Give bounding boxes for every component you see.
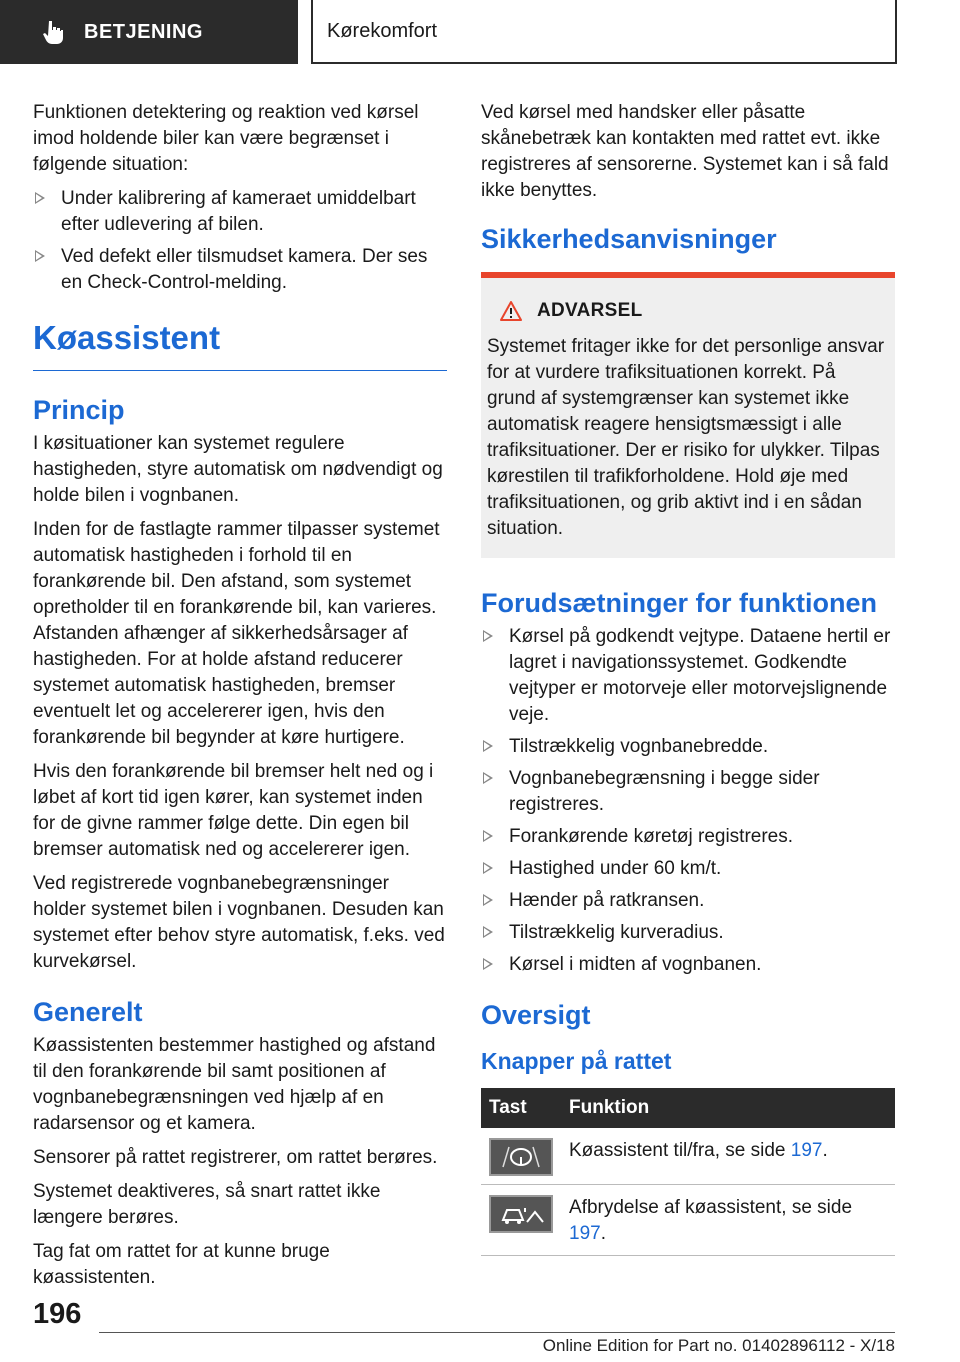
page-header [0,0,960,66]
table-row [481,1185,895,1256]
list-item: Ved defekt eller tilsmudset kamera. Der ses en Check-Control-melding. [33,244,447,296]
triangle-bullet-icon [483,862,493,874]
list-item: Tilstrækkelig kurveradius. [481,920,895,946]
column-header-function: Funktion [561,1088,895,1128]
warning-label: ADVARSEL [537,300,643,321]
overview-heading: Oversigt [481,1000,591,1030]
princip-heading: Princip [33,395,125,425]
page-number: 196 [33,1298,82,1330]
generelt-heading: Generelt [33,997,143,1027]
list-item: Forankørende køretøj registreres. [481,824,895,850]
function-cell: Køassistent til/fra, se side 197. [561,1128,895,1185]
column-header-key: Tast [481,1088,561,1128]
chapter-title: Kørekomfort [327,19,438,42]
warning-header [481,278,895,328]
list-item: Kørsel i midten af vognbanen. [481,952,895,978]
safety-heading: Sikkerhedsanvisninger [481,224,777,254]
right-column [481,100,895,1256]
hand-pointer-icon [40,19,66,45]
gloves-paragraph: Ved kørsel med handsker eller påsatte skånebetræk kan kontakten med rattet evt. ikke registreres af sensorerne. Systemet kan i så fald ikke benyttes. [481,102,889,201]
triangle-bullet-icon [483,830,493,842]
edition-text: Online Edition for Part no. 01402896112 - X/18 [542,1336,895,1355]
list-item: Hastighed under 60 km/t. [481,856,895,882]
triangle-bullet-icon [35,250,45,262]
intro-bullet-list [33,186,447,296]
steering-assist-interrupt-icon [489,1195,553,1233]
paragraph: Tag fat om rattet for at kunne bruge køassistenten. [33,1241,330,1288]
triangle-bullet-icon [483,630,493,642]
warning-triangle-icon [499,300,523,322]
table-header-row [481,1088,895,1128]
list-item: Under kalibrering af kameraet umiddelbart efter udlevering af bilen. [33,186,447,238]
list-item: Tilstrækkelig vognbanebredde. [481,734,895,760]
paragraph: I køsituationer kan systemet regulere hastigheden, styre automatisk om nødvendigt og holde bilen i vognbanen. [33,433,443,506]
list-item: Kørsel på godkendt vejtype. Dataene hertil er lagret i navigationssystemet. Godkendte vejtyper er motorveje eller motorvejslignende veje. [481,624,895,728]
intro-paragraph: Funktionen detektering og reaktion ved kørsel imod holdende biler kan være begrænset i følgende situation: [33,102,419,175]
list-item: Vognbanebegrænsning i begge sider registreres. [481,766,895,818]
warning-text: Systemet fritager ikke for det personlige ansvar for at vurdere trafiksituationen korrekt. På grund af systemgrænser kan systemet ikke automatisk reagere hensigtsmæssigt i alle trafiksituationer. Der er risiko for ulykker. Tilpas kørestilen til trafikforholdene. Hold øje med trafiksituationen, og grib aktivt ind i en sådan situation. [487,336,885,539]
paragraph: Køassistenten bestemmer hastighed og afstand til den forankørende bil samt positionen af vognbanebegrænsningen ved hjælp af en radarsensor og et kamera. [33,1035,436,1134]
function-cell: Afbrydelse af køassistent, se side 197. [561,1185,895,1256]
steering-assist-toggle-icon [489,1138,553,1176]
table-row [481,1128,895,1185]
chapter-box [311,0,897,64]
paragraph: Inden for de fastlagte rammer tilpasser systemet automatisk hastigheden i forhold til en forankørende bil. Den afstand, som systemet opretholder til en forankørende bil, kan varieres. Afstanden afhænger af sikkerhedsårsager af hastigheden. For at holde afstand reducerer systemet automatisk hastigheden, bremser eventuelt let og accelererer igen, hvis den forankørende bil begynder at køre hurtigere. [33,519,440,748]
triangle-bullet-icon [483,894,493,906]
section-tab [0,0,298,64]
prereq-bullet-list [481,624,895,978]
triangle-bullet-icon [483,740,493,752]
warning-box [481,272,895,558]
main-heading: Køassistent [33,318,447,371]
page-link[interactable]: 197 [790,1140,823,1161]
paragraph: Systemet deaktiveres, så snart rattet ikke længere berøres. [33,1181,381,1228]
buttons-heading: Knapper på rattet [481,1048,672,1074]
triangle-bullet-icon [35,192,45,204]
section-label: BETJENING [84,20,203,43]
paragraph: Hvis den forankørende bil bremser helt ned og i løbet af kort tid igen kører, kan systemet inden for de givne rammer følge dette. Din egen bil bremser automatisk ned og accelererer igen. [33,761,434,860]
prereq-heading: Forudsætninger for funktionen [481,588,877,618]
page-footer [33,1298,895,1358]
left-column [33,100,447,1299]
buttons-table [481,1088,895,1256]
triangle-bullet-icon [483,958,493,970]
triangle-bullet-icon [483,772,493,784]
footer-divider [99,1332,895,1333]
paragraph: Sensorer på rattet registrerer, om rattet berøres. [33,1147,438,1168]
list-item: Hænder på ratkransen. [481,888,895,914]
page-link[interactable]: 197 [569,1223,601,1244]
triangle-bullet-icon [483,926,493,938]
paragraph: Ved registrerede vognbanebegrænsninger holder systemet bilen i vognbanen. Desuden kan systemet efter behov styre automatisk, f.eks. ved kurvekørsel. [33,873,445,972]
